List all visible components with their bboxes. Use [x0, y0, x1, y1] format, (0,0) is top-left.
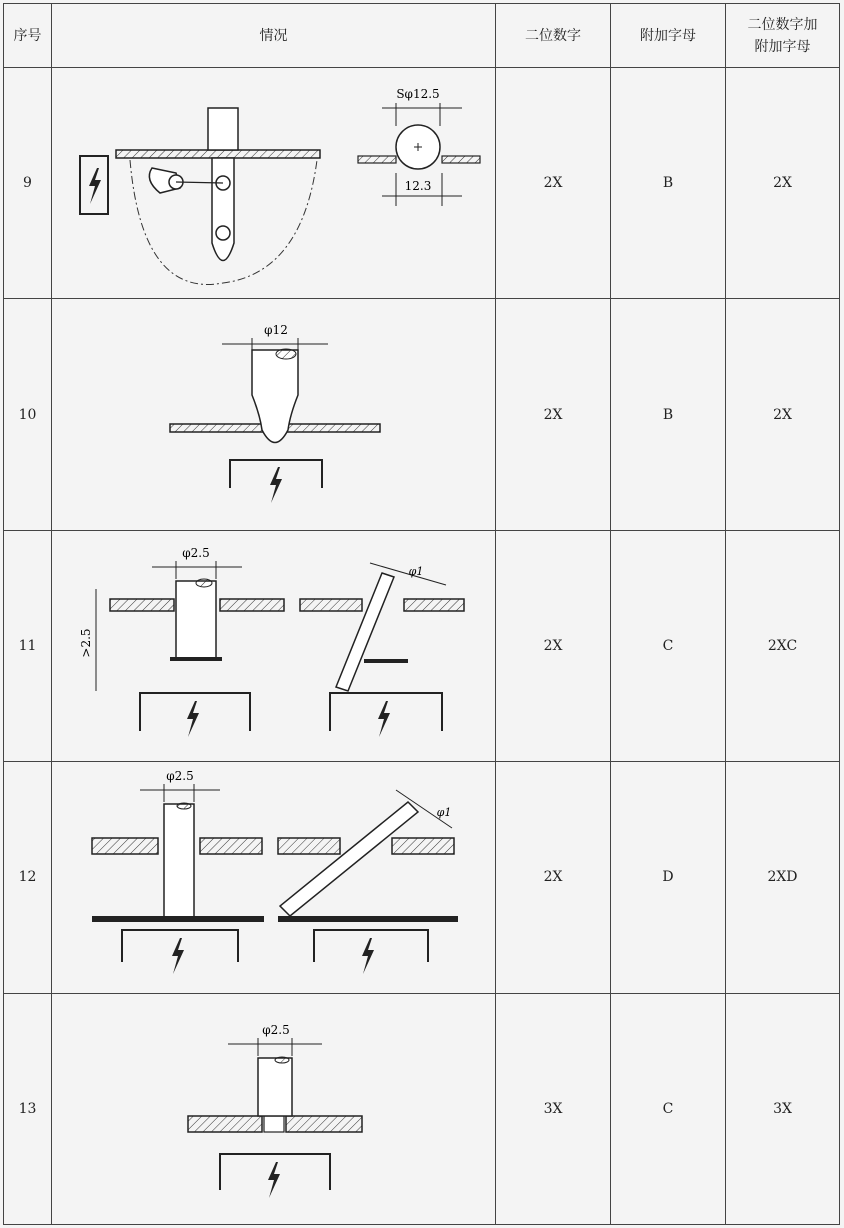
dim-wire-diameter: φ1: [408, 565, 424, 579]
letter-value: B: [611, 68, 726, 299]
table-row: [4, 762, 840, 993]
letter-value: D: [611, 762, 726, 993]
high-voltage-bolt-icon: [314, 930, 428, 974]
probe-hole-diagram: [52, 994, 496, 1224]
high-voltage-bolt-icon: [122, 930, 238, 974]
wire-probe-diagram: [52, 531, 496, 761]
protection-table: [3, 3, 840, 1225]
header-situation: 情况: [52, 4, 496, 68]
row-index: 11: [4, 530, 52, 761]
test-probe-icon: [258, 1057, 292, 1116]
header-digit: 二位数字: [496, 4, 611, 68]
header-combined: [726, 4, 840, 68]
row-index: 13: [4, 993, 52, 1224]
situation-drawing: [52, 68, 496, 299]
dim-probe-diameter: φ2.5: [166, 769, 194, 784]
combined-value: 3X: [726, 993, 840, 1224]
test-probe-icon: [336, 573, 394, 691]
header-combined-line2: 附加字母: [754, 38, 811, 55]
table-row: [4, 68, 840, 299]
high-voltage-bolt-icon: [80, 156, 108, 214]
table-row: [4, 530, 840, 761]
dim-sphere-diameter: Sφ12.5: [396, 87, 440, 102]
combined-value: 2X: [726, 299, 840, 530]
row-index: 9: [4, 68, 52, 299]
letter-value: C: [611, 530, 726, 761]
header-letter: 附加字母: [611, 4, 726, 68]
high-voltage-bolt-icon: [140, 693, 250, 737]
header-combined-line1: 二位数字加: [747, 16, 818, 33]
row-index: 12: [4, 762, 52, 993]
high-voltage-bolt-icon: [220, 1154, 330, 1198]
dim-probe-diameter: φ2.5: [182, 546, 210, 561]
digit-value: 3X: [496, 993, 611, 1224]
row-index: 10: [4, 299, 52, 530]
letter-value: C: [611, 993, 726, 1224]
digit-value: 2X: [496, 530, 611, 761]
dim-depth: >2.5: [79, 628, 93, 658]
letter-value: B: [611, 299, 726, 530]
wire-probe-diagram-2: [52, 762, 496, 992]
table-row: [4, 993, 840, 1224]
header-index: 序号: [4, 4, 52, 68]
header-row: [4, 4, 840, 68]
situation-drawing: [52, 993, 496, 1224]
digit-value: 2X: [496, 299, 611, 530]
situation-drawing: [52, 762, 496, 993]
dim-rod-diameter: φ12: [264, 322, 288, 337]
dim-wire-diameter: φ1: [436, 806, 452, 820]
dim-opening-width: 12.3: [404, 179, 432, 194]
situation-drawing: [52, 299, 496, 530]
high-voltage-bolt-icon: [230, 460, 322, 503]
situation-drawing: [52, 530, 496, 761]
combined-value: 2X: [726, 68, 840, 299]
high-voltage-bolt-icon: [330, 693, 442, 737]
test-finger-icon: [130, 108, 317, 284]
rod-diagram: [52, 300, 496, 530]
dim-probe-diameter: φ2.5: [262, 1022, 290, 1037]
test-finger-diagram: [52, 68, 496, 298]
combined-value: 2XC: [726, 530, 840, 761]
digit-value: 2X: [496, 68, 611, 299]
combined-value: 2XD: [726, 762, 840, 993]
table-row: [4, 299, 840, 530]
test-probe-icon: [280, 802, 418, 916]
digit-value: 2X: [496, 762, 611, 993]
